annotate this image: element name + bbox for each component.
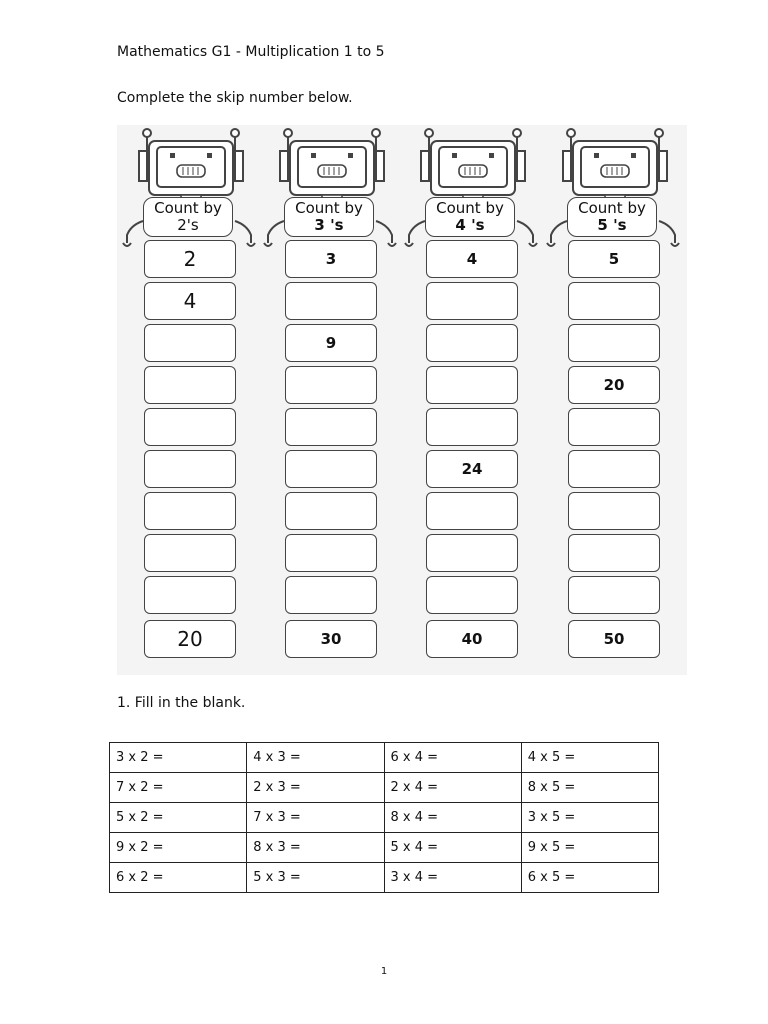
answer-box[interactable] xyxy=(285,408,377,446)
answer-box[interactable] xyxy=(144,324,236,362)
table-cell[interactable]: 4 x 3 = xyxy=(247,743,384,773)
skip-counting-robots xyxy=(117,125,687,675)
answer-box[interactable] xyxy=(426,240,518,278)
answer-box[interactable] xyxy=(144,366,236,404)
table-cell[interactable]: 8 x 5 = xyxy=(521,773,658,803)
answer-box[interactable] xyxy=(144,450,236,488)
robot-label xyxy=(567,197,657,237)
answer-box[interactable] xyxy=(426,408,518,446)
table-cell[interactable]: 6 x 4 = xyxy=(384,743,521,773)
answer-box[interactable] xyxy=(285,450,377,488)
answer-box[interactable] xyxy=(285,576,377,614)
answer-box[interactable] xyxy=(144,492,236,530)
answer-value: 20 xyxy=(177,627,203,651)
answer-box[interactable] xyxy=(568,324,660,362)
robot-label-top: Count by xyxy=(436,199,504,217)
answer-value: 20 xyxy=(603,376,625,394)
answer-box[interactable] xyxy=(426,492,518,530)
robot-count-by-4 xyxy=(399,125,549,675)
table-cell[interactable]: 8 x 3 = xyxy=(247,833,384,863)
table-cell[interactable]: 6 x 2 = xyxy=(110,863,247,893)
robot-label xyxy=(425,197,515,237)
answer-value: 40 xyxy=(461,630,483,648)
answer-box[interactable] xyxy=(426,620,518,658)
answer-box[interactable] xyxy=(285,324,377,362)
answer-box[interactable] xyxy=(144,576,236,614)
answer-box[interactable] xyxy=(285,240,377,278)
answer-box[interactable] xyxy=(144,534,236,572)
table-row xyxy=(110,803,659,833)
table-cell[interactable]: 6 x 5 = xyxy=(521,863,658,893)
robot-label-bottom: 4 's xyxy=(455,216,485,234)
answer-box[interactable] xyxy=(426,324,518,362)
table-cell[interactable]: 3 x 5 = xyxy=(521,803,658,833)
answer-box[interactable] xyxy=(144,408,236,446)
robot-count-by-3 xyxy=(258,125,408,675)
answer-box[interactable] xyxy=(568,576,660,614)
answer-box[interactable] xyxy=(144,240,236,278)
table-row xyxy=(110,833,659,863)
table-cell[interactable]: 9 x 5 = xyxy=(521,833,658,863)
table-cell[interactable]: 9 x 2 = xyxy=(110,833,247,863)
answer-box[interactable] xyxy=(285,492,377,530)
answer-box[interactable] xyxy=(426,450,518,488)
answer-box[interactable] xyxy=(426,282,518,320)
answer-box[interactable] xyxy=(568,408,660,446)
answer-value: 50 xyxy=(603,630,625,648)
table-cell[interactable]: 2 x 3 = xyxy=(247,773,384,803)
page-title: Mathematics G1 - Multiplication 1 to 5 xyxy=(117,44,385,60)
table-cell[interactable]: 7 x 2 = xyxy=(110,773,247,803)
instruction-text: Complete the skip number below. xyxy=(117,90,353,106)
page-number: 1 xyxy=(380,966,388,977)
answer-value: 4 xyxy=(466,250,478,268)
answer-box[interactable] xyxy=(426,366,518,404)
answer-box[interactable] xyxy=(568,450,660,488)
answer-box[interactable] xyxy=(285,366,377,404)
answer-box[interactable] xyxy=(285,620,377,658)
answer-box[interactable] xyxy=(285,282,377,320)
robot-count-by-5 xyxy=(541,125,691,675)
answer-box[interactable] xyxy=(568,534,660,572)
section-heading: 1. Fill in the blank. xyxy=(117,695,246,711)
table-cell[interactable]: 2 x 4 = xyxy=(384,773,521,803)
answer-box[interactable] xyxy=(144,620,236,658)
table-row xyxy=(110,773,659,803)
table-cell[interactable]: 5 x 4 = xyxy=(384,833,521,863)
table-cell[interactable]: 5 x 3 = xyxy=(247,863,384,893)
answer-value: 30 xyxy=(320,630,342,648)
answer-value: 2 xyxy=(183,247,197,271)
answer-value: 24 xyxy=(461,460,483,478)
answer-box[interactable] xyxy=(568,620,660,658)
table-cell[interactable]: 3 x 4 = xyxy=(384,863,521,893)
table-cell[interactable]: 4 x 5 = xyxy=(521,743,658,773)
answer-box[interactable] xyxy=(568,240,660,278)
table-row xyxy=(110,863,659,893)
robot-label-top: Count by xyxy=(154,199,222,217)
answer-value: 5 xyxy=(608,250,620,268)
robot-label-top: Count by xyxy=(295,199,363,217)
table-cell[interactable]: 5 x 2 = xyxy=(110,803,247,833)
robot-label xyxy=(284,197,374,237)
answer-value: 3 xyxy=(325,250,337,268)
robot-label-bottom: 3 's xyxy=(314,216,344,234)
table-cell[interactable]: 7 x 3 = xyxy=(247,803,384,833)
robot-label-bottom: 2's xyxy=(177,216,199,234)
answer-box[interactable] xyxy=(144,282,236,320)
answer-box[interactable] xyxy=(285,534,377,572)
answer-box[interactable] xyxy=(426,576,518,614)
robot-count-by-2 xyxy=(117,125,267,675)
robot-label xyxy=(143,197,233,237)
table-cell[interactable]: 8 x 4 = xyxy=(384,803,521,833)
answer-box[interactable] xyxy=(426,534,518,572)
answer-box[interactable] xyxy=(568,282,660,320)
answer-box[interactable] xyxy=(568,366,660,404)
table-row xyxy=(110,743,659,773)
table-cell[interactable]: 3 x 2 = xyxy=(110,743,247,773)
answer-value: 9 xyxy=(325,334,337,352)
robot-label-bottom: 5 's xyxy=(597,216,627,234)
multiplication-table xyxy=(109,742,659,893)
answer-box[interactable] xyxy=(568,492,660,530)
answer-value: 4 xyxy=(183,289,197,313)
robot-label-top: Count by xyxy=(578,199,646,217)
